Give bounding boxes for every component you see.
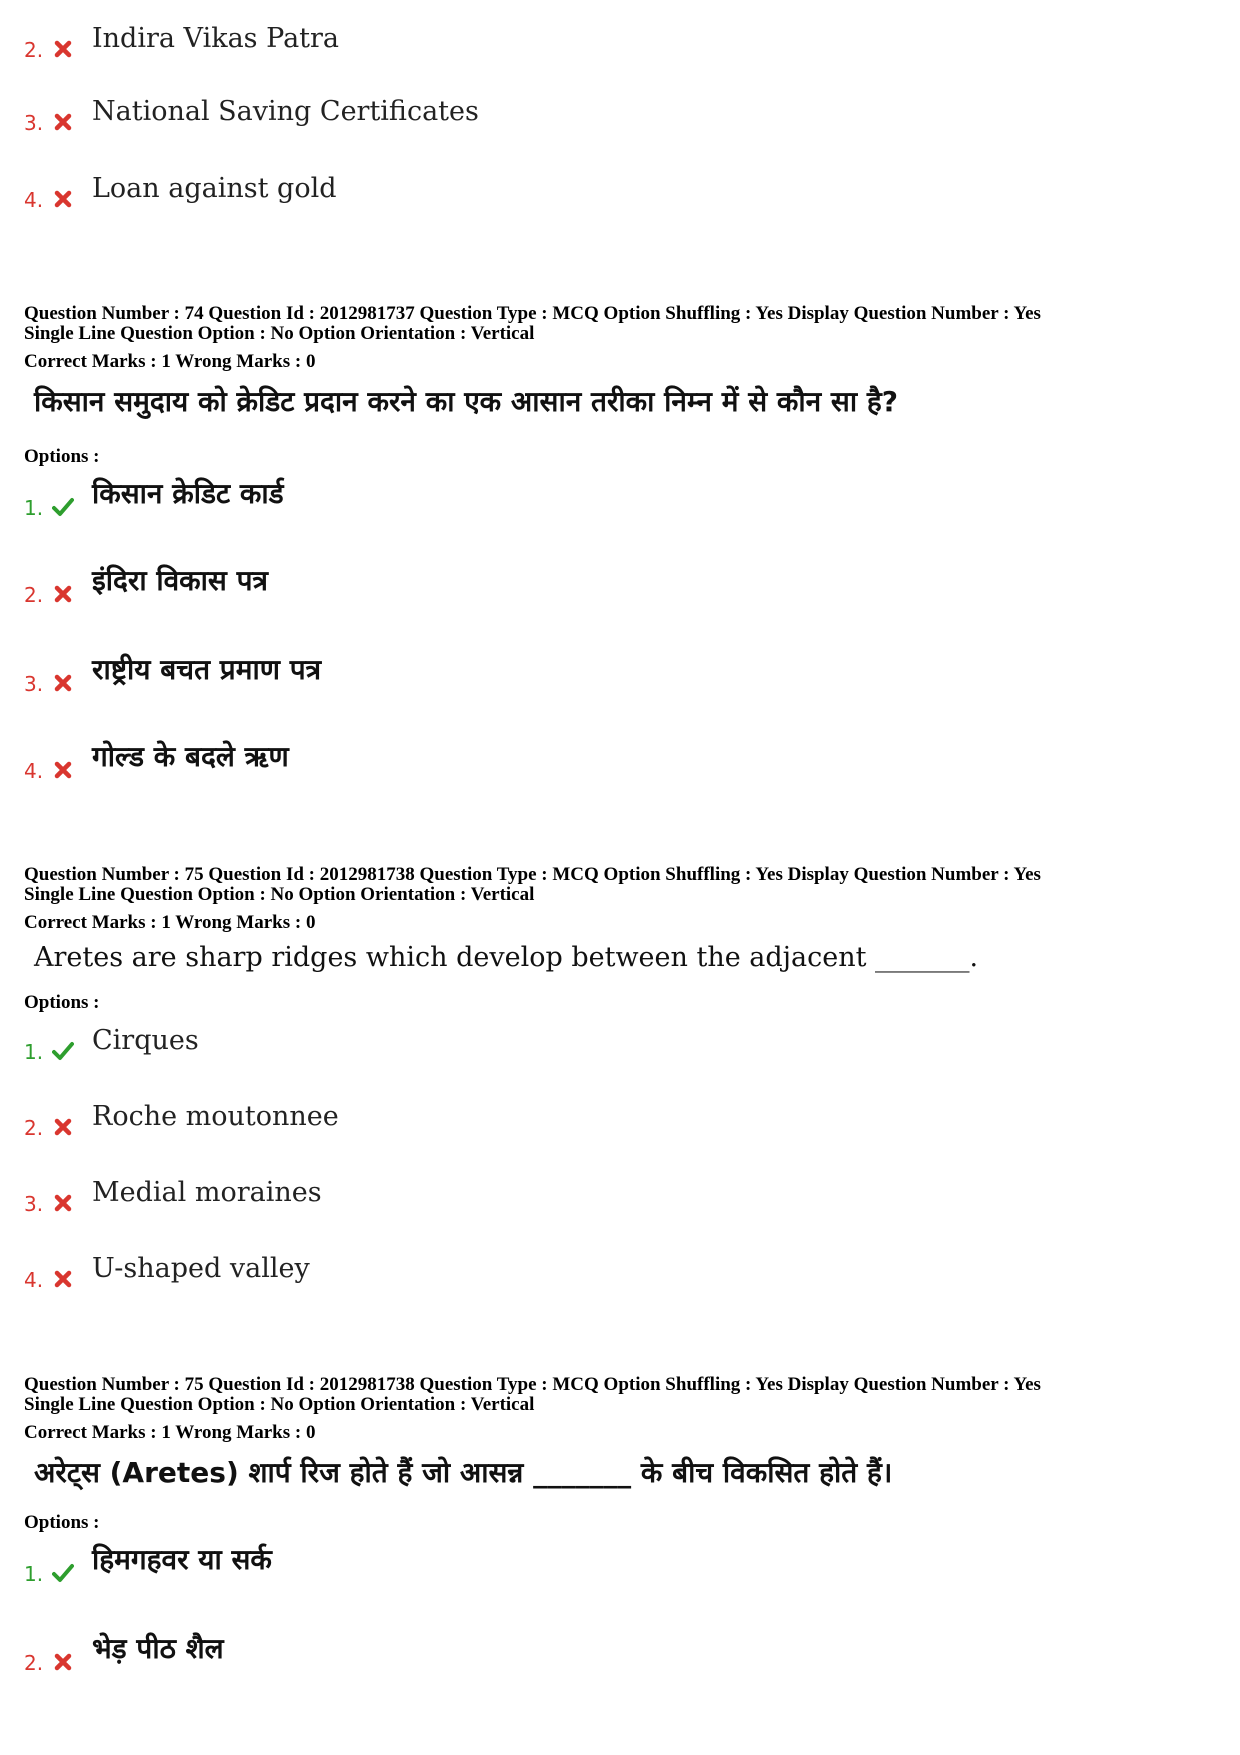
question-meta-line2: Single Line Question Option : No Option Orientation : Vertical: [24, 1394, 535, 1415]
option-row: [24, 740, 924, 783]
option-number: 4.: [24, 188, 44, 212]
option-row: [24, 1252, 924, 1292]
wrong-cross-icon: [52, 583, 74, 605]
wrong-cross-icon: [52, 111, 74, 133]
correct-check-icon: [52, 1562, 74, 1584]
option-row: [24, 172, 924, 212]
option-row: [24, 1632, 924, 1675]
option-text: राष्ट्रीय बचत प्रमाण पत्र: [92, 653, 322, 686]
option-text: Loan against gold: [92, 173, 337, 204]
question-marks: Correct Marks : 1 Wrong Marks : 0: [24, 912, 316, 933]
option-number: 3.: [24, 1192, 44, 1216]
option-text: National Saving Certificates: [92, 96, 479, 127]
wrong-cross-icon: [52, 188, 74, 210]
wrong-cross-icon: [52, 672, 74, 694]
option-number: 2.: [24, 583, 44, 607]
option-text: Roche moutonnee: [92, 1101, 339, 1132]
question-marks: Correct Marks : 1 Wrong Marks : 0: [24, 1422, 316, 1443]
option-row: [24, 653, 924, 696]
wrong-cross-icon: [52, 1192, 74, 1214]
options-label: Options :: [24, 446, 100, 467]
question-meta-line1: Question Number : 75 Question Id : 2012981738 Question Type : MCQ Option Shuffling : Yes Display Question Number : Yes: [24, 1374, 1041, 1395]
option-row: [24, 1543, 924, 1586]
option-number: 2.: [24, 1116, 44, 1140]
option-text: Cirques: [92, 1025, 199, 1056]
options-label: Options :: [24, 992, 100, 1013]
wrong-cross-icon: [52, 759, 74, 781]
correct-check-icon: [52, 1040, 74, 1062]
option-number: 3.: [24, 111, 44, 135]
question-text: Aretes are sharp ridges which develop between the adjacent _______.: [34, 942, 979, 973]
option-text: इंदिरा विकास पत्र: [92, 564, 268, 597]
option-row: [24, 1024, 924, 1064]
options-label: Options :: [24, 1512, 100, 1533]
option-number: 1.: [24, 496, 44, 520]
option-text: हिमगहवर या सर्क: [92, 1543, 272, 1576]
question-meta-line2: Single Line Question Option : No Option Orientation : Vertical: [24, 323, 535, 344]
option-row: [24, 1176, 924, 1216]
option-number: 3.: [24, 672, 44, 696]
option-text: गोल्ड के बदले ऋण: [92, 740, 289, 773]
wrong-cross-icon: [52, 1268, 74, 1290]
option-row: [24, 1100, 924, 1140]
option-row: [24, 22, 924, 62]
wrong-cross-icon: [52, 1651, 74, 1673]
question-meta-line2: Single Line Question Option : No Option Orientation : Vertical: [24, 884, 535, 905]
question-text: किसान समुदाय को क्रेडिट प्रदान करने का एक आसान तरीका निम्न में से कौन सा है?: [34, 385, 898, 418]
option-text: Medial moraines: [92, 1177, 322, 1208]
question-marks: Correct Marks : 1 Wrong Marks : 0: [24, 351, 316, 372]
question-text: अरेट्स (Aretes) शार्प रिज होते हैं जो आसन्न _______ के बीच विकसित होते हैं।: [34, 1456, 893, 1489]
option-number: 2.: [24, 38, 44, 62]
option-number: 2.: [24, 1651, 44, 1675]
option-row: [24, 477, 924, 520]
question-meta-line1: Question Number : 75 Question Id : 2012981738 Question Type : MCQ Option Shuffling : Yes Display Question Number : Yes: [24, 864, 1041, 885]
option-text: किसान क्रेडिट कार्ड: [92, 477, 284, 510]
correct-check-icon: [52, 496, 74, 518]
wrong-cross-icon: [52, 1116, 74, 1138]
option-row: [24, 95, 924, 135]
option-row: [24, 564, 924, 607]
option-text: भेड़ पीठ शैल: [92, 1632, 224, 1665]
option-number: 1.: [24, 1040, 44, 1064]
wrong-cross-icon: [52, 38, 74, 60]
option-number: 4.: [24, 759, 44, 783]
option-text: U-shaped valley: [92, 1253, 310, 1284]
option-text: Indira Vikas Patra: [92, 23, 340, 54]
option-number: 1.: [24, 1562, 44, 1586]
question-meta-line1: Question Number : 74 Question Id : 2012981737 Question Type : MCQ Option Shuffling : Yes Display Question Number : Yes: [24, 303, 1041, 324]
option-number: 4.: [24, 1268, 44, 1292]
